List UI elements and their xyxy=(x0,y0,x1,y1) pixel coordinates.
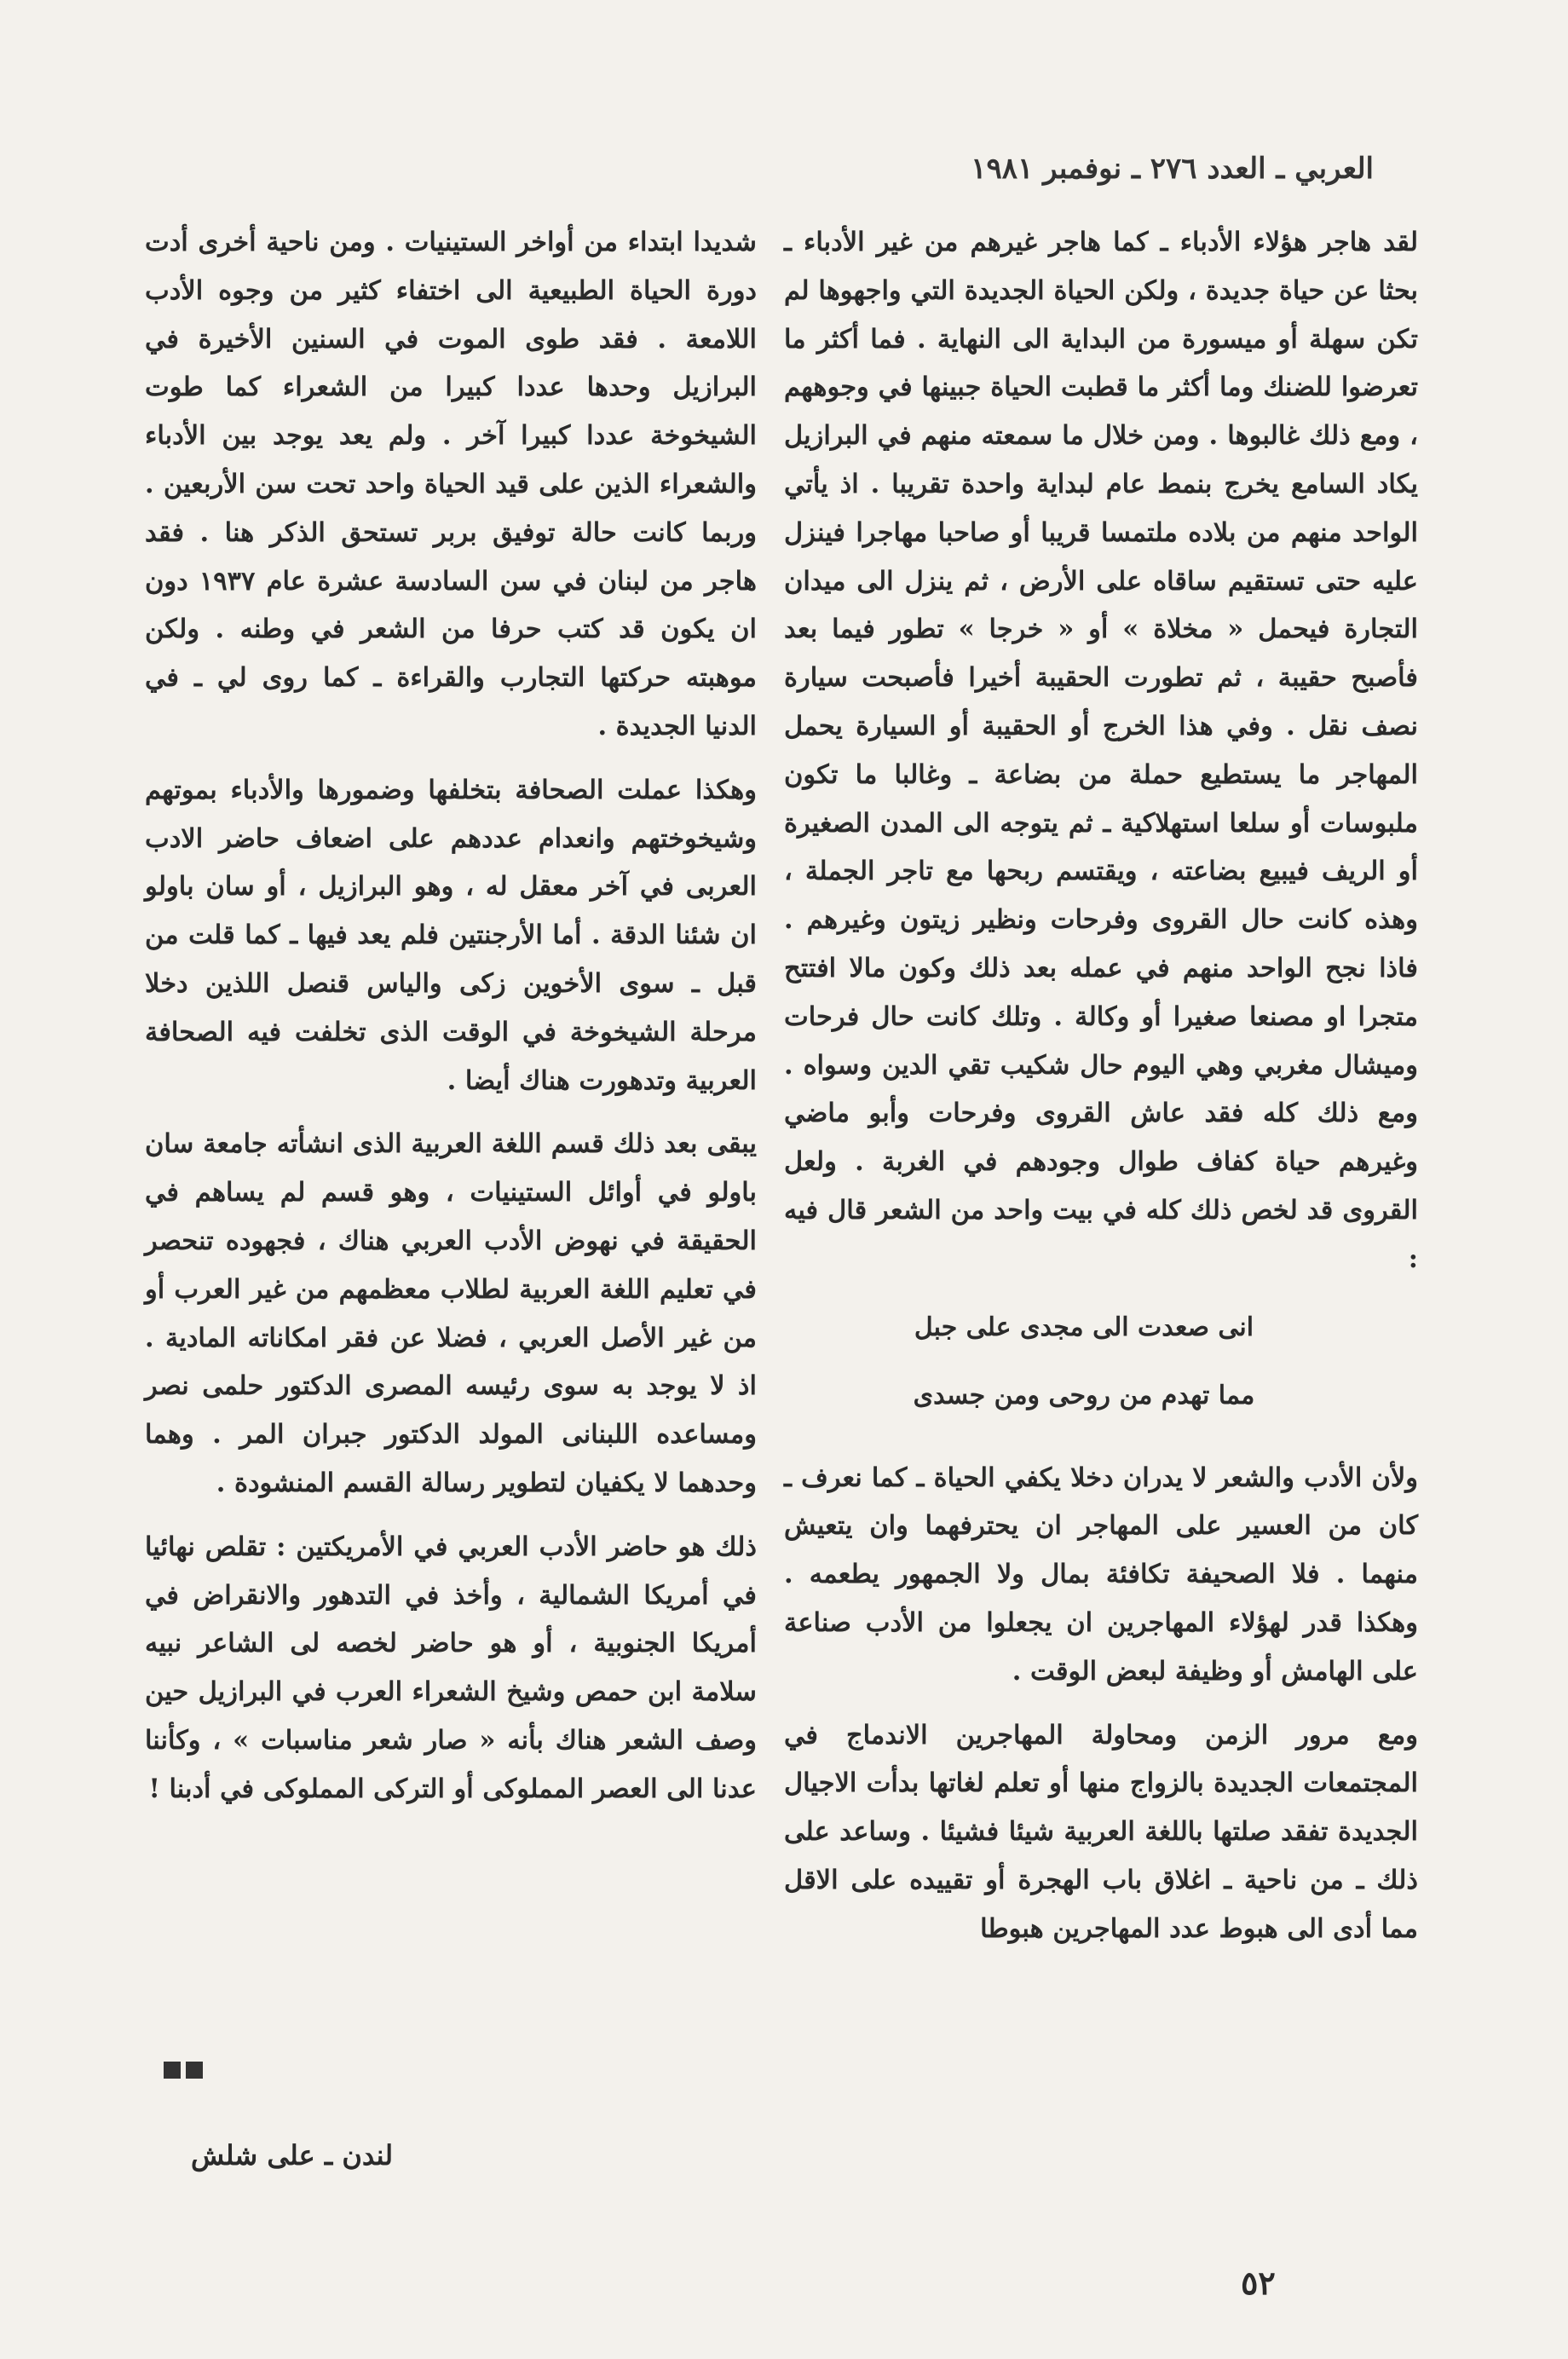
left-column xyxy=(145,218,757,1814)
verse-line-2: مما تهدم من روحى ومن جسدى xyxy=(913,1380,1255,1410)
right-paragraph-1: لقد هاجر هؤلاء الأدباء ـ كما هاجر غيرهم من غير الأدباء ـ بحثا عن حياة جديدة ، ولكن الحياة الجديدة التي واجهوها لم تكن سهلة أو ميسورة من البداية الى النهاية . فما أكثر ما تعرضوا للضنك وما أكثر ما قطبت الحياة جبينها في وجوههم ، ومع ذلك غالبوها . ومن خلال ما سمعته منهم في البرازيل يكاد السامع يخرج بنمط عام لبداية واحدة تقريبا . اذ يأتي الواحد منهم من بلاده ملتمسا قريبا أو صاحبا مهاجرا فينزل عليه حتى تستقيم ساقاه على الأرض ، ثم ينزل الى ميدان التجارة فيحمل « مخلاة » أو « خرجا » تطور فيما بعد فأصبح حقيبة ، ثم تطورت الحقيبة أخيرا فأصبحت سيارة نصف نقل . وفي هذا الخرج أو الحقيبة أو السيارة يحمل المهاجر ما يستطيع حملة من بضاعة ـ وغالبا ما تكون ملبوسات أو سلعا استهلاكية ـ ثم يتوجه الى المدن الصغيرة أو الريف فيبيع بضاعته ، ويقتسم ربحها مع تاجر الجملة ، وهذه كانت حال القروى وفرحات ونظير زيتون وغيرهم . فاذا نجح الواحد منهم في عمله بعد ذلك وكون مالا افتتح متجرا او مصنعا صغيرا أو وكالة . وتلك كانت حال فرحات وميشال مغربي وهي اليوم حال شكيب تقي الدين وسواه . ومع ذلك كله فقد عاش القروى وفرحات وأبو ماضي وغيرهم حياة كفاف طوال وجودهم في الغربة . ولعل القروى قد لخص ذلك كله في بيت واحد من الشعر قال فيه : xyxy=(784,227,1418,1274)
end-of-article-marks xyxy=(159,2061,203,2079)
verse-line-1: انى صعدت الى مجدى على جبل xyxy=(914,1312,1254,1342)
right-paragraph-3: ومع مرور الزمن ومحاولة المهاجرين الاندماج في المجتمعات الجديدة بالزواج منها أو تعلم لغاتها بدأت الاجيال الجديدة تفقد صلتها باللغة العربية شيئا فشيئا . وساعد على ذلك ـ من ناحية ـ اغلاق باب الهجرة أو تقييده على الاقل مما أدى الى هبوط عدد المهاجرين هبوطا xyxy=(784,1719,1418,1944)
right-column xyxy=(784,218,1418,1953)
left-paragraph-4: ذلك هو حاضر الأدب العربي في الأمريكتين : تقلص نهائيا في أمريكا الشمالية ، وأخذ في التدهور والانقراض في أمريكا الجنوبية ، أو هو حاضر لخصه لى الشاعر نبيه سلامة ابن حمص وشيخ الشعراء العرب في البرازيل حين وصف الشعر هناك بأنه « صار شعر مناسبات » ، وكأننا عدنا الى العصر المملوكى أو التركى المملوكى في أدبنا ! xyxy=(145,1531,757,1804)
page-header: العربي ـ العدد ٢٧٦ ـ نوفمبر ١٩٨١ xyxy=(971,152,1374,186)
end-square-icon xyxy=(186,2062,203,2079)
author-signature: لندن ـ على شلش xyxy=(191,2139,394,2172)
left-paragraph-3: يبقى بعد ذلك قسم اللغة العربية الذى انشأته جامعة سان باولو في أوائل الستينيات ، وهو قسم لم يساهم في الحقيقة في نهوض الأدب العربي هناك ، فجهوده تنحصر في تعليم اللغة العربية لطلاب معظمهم من غير العرب أو من غير الأصل العربي ، فضلا عن فقر امكاناته المادية . اذ لا يوجد به سوى رئيسه المصرى الدكتور حلمى نصر ومساعده اللبنانى المولد الدكتور جبران المر . وهما وحدهما لا يكفيان لتطوير رسالة القسم المنشودة . xyxy=(145,1128,757,1498)
left-paragraph-2: وهكذا عملت الصحافة بتخلفها وضمورها والأدباء بموتهم وشيخوختهم وانعدام عددهم على اضعاف حاضر الادب العربى في آخر معقل له ، وهو البرازيل ، أو سان باولو ان شئنا الدقة . أما الأرجنتين فلم يعد فيها ـ كما قلت من قبل ـ سوى الأخوين زكى والياس قنصل اللذين دخلا مرحلة الشيخوخة في الوقت الذى تخلفت فيه الصحافة العربية وتدهورت هناك أيضا . xyxy=(145,774,757,1096)
right-paragraph-2: ولأن الأدب والشعر لا يدران دخلا يكفي الحياة ـ كما نعرف ـ كان من العسير على المهاجر ان يحترفهما وان يتعيش منهما . فلا الصحيفة تكافئة بمال ولا الجمهور يطعمه . وهكذا قدر لهؤلاء المهاجرين ان يجعلوا من الأدب صناعة على الهامش أو وظيفة لبعض الوقت . xyxy=(784,1462,1418,1687)
end-square-icon xyxy=(164,2062,181,2079)
left-paragraph-1: شديدا ابتداء من أواخر الستينيات . ومن ناحية أخرى أدت دورة الحياة الطبيعية الى اختفاء كثير من وجوه الأدب اللامعة . فقد طوى الموت في السنين الأخيرة في البرازيل وحدها عددا كبيرا من الشعراء كما طوت الشيخوخة عددا كبيرا آخر . ولم يعد يوجد بين الأدباء والشعراء الذين على قيد الحياة واحد تحت سن الأربعين . وربما كانت حالة توفيق بربر تستحق الذكر هنا . فقد هاجر من لبنان في سن السادسة عشرة عام ١٩٣٧ دون ان يكون قد كتب حرفا من الشعر في وطنه . ولكن موهبته حركتها التجارب والقراءة ـ كما روى لي ـ في الدنيا الجديدة . xyxy=(145,227,757,741)
page-number: ٥٢ xyxy=(1241,2264,1276,2302)
